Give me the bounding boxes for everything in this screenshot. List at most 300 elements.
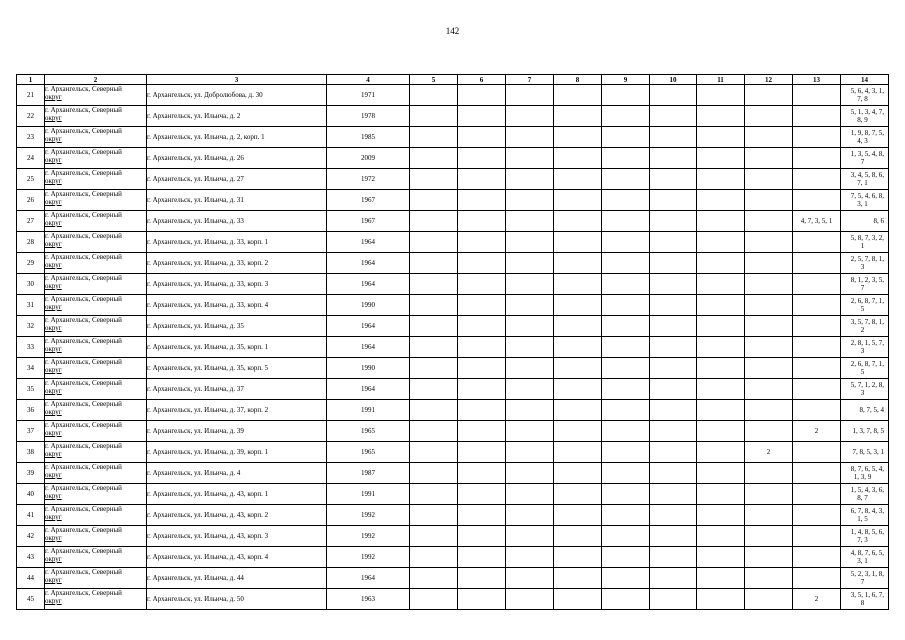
district-line-2: округ (45, 156, 62, 164)
year-cell: 1992 (327, 547, 410, 568)
empty-cell-col-7 (506, 421, 554, 442)
empty-cell-col-5 (410, 316, 458, 337)
address-cell: г. Архангельск, ул. Ильича, д. 35, корп. 5 (147, 358, 327, 379)
empty-cell-col-11 (697, 421, 745, 442)
table-row (17, 190, 889, 211)
district-line-1: г. Архангельск, Северный (45, 337, 122, 345)
empty-cell-col-6 (458, 421, 506, 442)
col-14-line: 2, 6, 8, 7, 1, (850, 360, 884, 368)
table-row (17, 547, 889, 568)
empty-cell-col-8 (554, 421, 602, 442)
year-cell: 2009 (327, 148, 410, 169)
empty-cell-col-10 (650, 106, 697, 127)
column-header-8: 8 (554, 75, 602, 85)
district-line-2: округ (45, 177, 62, 185)
address-cell: г. Архангельск, ул. Ильича, д. 4 (147, 463, 327, 484)
empty-cell-col-5 (410, 421, 458, 442)
empty-cell-col-7 (506, 463, 554, 484)
table-body (17, 85, 889, 610)
empty-cell-col-8 (554, 316, 602, 337)
district-line-2: округ (45, 408, 62, 416)
table-row (17, 526, 889, 547)
district-cell (45, 505, 147, 526)
year-cell: 1990 (327, 358, 410, 379)
empty-cell-col-10 (650, 526, 697, 547)
empty-cell-col-9 (602, 316, 650, 337)
empty-cell-col-10 (650, 85, 697, 106)
empty-cell-col-8 (554, 463, 602, 484)
district-line-2: округ (45, 387, 62, 395)
empty-cell-col-6 (458, 379, 506, 400)
empty-cell-col-10 (650, 589, 697, 610)
col-14-cell (841, 148, 889, 169)
empty-cell-col-8 (554, 526, 602, 547)
col-12-cell (745, 484, 793, 505)
district-line-2: округ (45, 555, 62, 563)
col-14-line: 7 (860, 578, 865, 586)
empty-cell-col-9 (602, 274, 650, 295)
col-13-cell (793, 358, 841, 379)
address-cell: г. Архангельск, ул. Ильича, д. 37, корп. 2 (147, 400, 327, 421)
col-12-cell (745, 568, 793, 589)
table-row (17, 484, 889, 505)
empty-cell-col-7 (506, 442, 554, 463)
col-14-line: 5, 7, 1, 2, 8, (850, 381, 884, 389)
empty-cell-col-7 (506, 547, 554, 568)
col-14-line: 3 (860, 389, 865, 397)
empty-cell-col-6 (458, 148, 506, 169)
empty-cell-col-7 (506, 232, 554, 253)
district-line-1: г. Архангельск, Северный (45, 400, 122, 408)
col-12-cell (745, 148, 793, 169)
year-cell: 1964 (327, 316, 410, 337)
col-14-line: 1, 9, 8, 7, 5, (850, 129, 884, 137)
empty-cell-col-10 (650, 253, 697, 274)
empty-cell-col-10 (650, 400, 697, 421)
empty-cell-col-8 (554, 190, 602, 211)
col-14-cell (841, 484, 889, 505)
col-12-cell (745, 85, 793, 106)
table-row (17, 400, 889, 421)
row-number: 24 (17, 148, 45, 169)
district-cell (45, 337, 147, 358)
empty-cell-col-7 (506, 253, 554, 274)
row-number: 44 (17, 568, 45, 589)
empty-cell-col-10 (650, 484, 697, 505)
empty-cell-col-5 (410, 232, 458, 253)
empty-cell-col-7 (506, 358, 554, 379)
empty-cell-col-9 (602, 85, 650, 106)
empty-cell-col-11 (697, 295, 745, 316)
col-12-cell (745, 127, 793, 148)
row-number: 33 (17, 337, 45, 358)
empty-cell-col-11 (697, 505, 745, 526)
year-cell: 1967 (327, 211, 410, 232)
district-line-1: г. Архангельск, Северный (45, 505, 122, 513)
empty-cell-col-6 (458, 253, 506, 274)
district-cell (45, 274, 147, 295)
district-cell (45, 484, 147, 505)
col-14-line: 7, 1 (857, 179, 868, 187)
col-13-cell (793, 253, 841, 274)
district-line-1: г. Архангельск, Северный (45, 85, 122, 93)
district-cell (45, 232, 147, 253)
address-cell: г. Архангельск, ул. Ильича, д. 31 (147, 190, 327, 211)
empty-cell-col-5 (410, 463, 458, 484)
empty-cell-col-9 (602, 589, 650, 610)
empty-cell-col-9 (602, 106, 650, 127)
year-cell: 1990 (327, 295, 410, 316)
empty-cell-col-5 (410, 190, 458, 211)
col-14-line: 3, 5, 1, 6, 7, (850, 591, 884, 599)
empty-cell-col-11 (697, 232, 745, 253)
empty-cell-col-10 (650, 379, 697, 400)
empty-cell-col-10 (650, 337, 697, 358)
empty-cell-col-6 (458, 589, 506, 610)
empty-cell-col-8 (554, 547, 602, 568)
empty-cell-col-9 (602, 442, 650, 463)
empty-cell-col-5 (410, 127, 458, 148)
district-line-2: округ (45, 450, 62, 458)
col-14-line: 3 (860, 263, 865, 271)
empty-cell-col-11 (697, 190, 745, 211)
empty-cell-col-11 (697, 568, 745, 589)
row-number: 36 (17, 400, 45, 421)
col-13-cell (793, 169, 841, 190)
col-13-cell (793, 274, 841, 295)
district-line-1: г. Архангельск, Северный (45, 358, 122, 366)
empty-cell-col-8 (554, 232, 602, 253)
empty-cell-col-8 (554, 337, 602, 358)
address-cell: г. Архангельск, ул. Ильича, д. 33, корп. 4 (147, 295, 327, 316)
column-header-12: 12 (745, 75, 793, 85)
column-header-11: 11 (697, 75, 745, 85)
row-number: 41 (17, 505, 45, 526)
empty-cell-col-5 (410, 106, 458, 127)
col-14-line: 8, 9 (857, 116, 868, 124)
district-line-1: г. Архангельск, Северный (45, 253, 122, 261)
col-13-cell (793, 379, 841, 400)
col-14-line: 1, 5, 4, 3, 6, (850, 486, 884, 494)
empty-cell-col-7 (506, 169, 554, 190)
empty-cell-col-9 (602, 232, 650, 253)
row-number: 40 (17, 484, 45, 505)
col-13-cell (793, 85, 841, 106)
empty-cell-col-9 (602, 463, 650, 484)
empty-cell-col-11 (697, 169, 745, 190)
district-line-2: округ (45, 513, 62, 521)
col-13-cell (793, 568, 841, 589)
column-header-5: 5 (410, 75, 458, 85)
empty-cell-col-9 (602, 505, 650, 526)
year-cell: 1991 (327, 400, 410, 421)
table-row (17, 505, 889, 526)
empty-cell-col-6 (458, 274, 506, 295)
col-12-cell (745, 274, 793, 295)
empty-cell-col-7 (506, 568, 554, 589)
empty-cell-col-9 (602, 358, 650, 379)
district-cell (45, 85, 147, 106)
year-cell: 1965 (327, 421, 410, 442)
row-number: 45 (17, 589, 45, 610)
col-12-cell (745, 232, 793, 253)
empty-cell-col-7 (506, 526, 554, 547)
col-14-cell (841, 379, 889, 400)
year-cell: 1965 (327, 442, 410, 463)
district-cell (45, 589, 147, 610)
address-cell: г. Архангельск, ул. Ильича, д. 33, корп. 3 (147, 274, 327, 295)
col-14-line: 3, 1 (857, 557, 868, 565)
row-number: 32 (17, 316, 45, 337)
empty-cell-col-11 (697, 106, 745, 127)
empty-cell-col-10 (650, 295, 697, 316)
year-cell: 1964 (327, 274, 410, 295)
col-14-line: 7, 8, 5, 3, 1 (852, 448, 884, 456)
column-header-10: 10 (650, 75, 697, 85)
empty-cell-col-9 (602, 190, 650, 211)
empty-cell-col-10 (650, 568, 697, 589)
district-line-1: г. Архангельск, Северный (45, 148, 122, 156)
empty-cell-col-8 (554, 211, 602, 232)
col-14-line: 1, 3, 7, 8, 5 (852, 427, 884, 435)
district-cell (45, 127, 147, 148)
empty-cell-col-11 (697, 547, 745, 568)
district-line-2: округ (45, 576, 62, 584)
empty-cell-col-6 (458, 169, 506, 190)
empty-cell-col-9 (602, 148, 650, 169)
empty-cell-col-7 (506, 190, 554, 211)
year-cell: 1964 (327, 253, 410, 274)
empty-cell-col-10 (650, 211, 697, 232)
col-14-cell (841, 127, 889, 148)
empty-cell-col-10 (650, 274, 697, 295)
district-line-1: г. Архангельск, Северный (45, 127, 122, 135)
empty-cell-col-9 (602, 211, 650, 232)
col-12-cell (745, 169, 793, 190)
district-cell (45, 379, 147, 400)
col-12-cell (745, 211, 793, 232)
table-row (17, 169, 889, 190)
col-14-cell (841, 526, 889, 547)
col-14-line: 2 (860, 326, 865, 334)
empty-cell-col-11 (697, 337, 745, 358)
empty-cell-col-11 (697, 463, 745, 484)
empty-cell-col-5 (410, 253, 458, 274)
row-number: 22 (17, 106, 45, 127)
table-row (17, 85, 889, 106)
col-12-cell (745, 547, 793, 568)
district-cell (45, 547, 147, 568)
column-header-6: 6 (458, 75, 506, 85)
empty-cell-col-7 (506, 337, 554, 358)
empty-cell-col-6 (458, 85, 506, 106)
registry-table (16, 74, 889, 610)
table-row (17, 106, 889, 127)
column-header-1: 1 (17, 75, 45, 85)
empty-cell-col-7 (506, 400, 554, 421)
empty-cell-col-6 (458, 295, 506, 316)
empty-cell-col-11 (697, 358, 745, 379)
year-cell: 1967 (327, 190, 410, 211)
col-13-cell (793, 295, 841, 316)
column-header-7: 7 (506, 75, 554, 85)
district-line-2: округ (45, 114, 62, 122)
column-header-13: 13 (793, 75, 841, 85)
empty-cell-col-5 (410, 148, 458, 169)
table-row (17, 463, 889, 484)
empty-cell-col-9 (602, 400, 650, 421)
empty-cell-col-8 (554, 568, 602, 589)
empty-cell-col-9 (602, 484, 650, 505)
col-14-cell (841, 358, 889, 379)
col-14-line: 3 (860, 347, 865, 355)
empty-cell-col-5 (410, 358, 458, 379)
col-13-cell: 4, 7, 3, 5, 1 (793, 211, 841, 232)
col-14-line: 2, 6, 8, 7, 1, (850, 297, 884, 305)
col-12-cell (745, 316, 793, 337)
address-cell: г. Архангельск, ул. Ильича, д. 33, корп. 1 (147, 232, 327, 253)
row-number: 42 (17, 526, 45, 547)
empty-cell-col-5 (410, 589, 458, 610)
col-13-cell (793, 148, 841, 169)
col-14-line: 5, 8, 7, 3, 2, (850, 234, 884, 242)
empty-cell-col-7 (506, 589, 554, 610)
empty-cell-col-8 (554, 589, 602, 610)
empty-cell-col-11 (697, 211, 745, 232)
district-cell (45, 421, 147, 442)
col-14-line: 1 (860, 242, 865, 250)
empty-cell-col-11 (697, 400, 745, 421)
district-line-1: г. Архангельск, Северный (45, 274, 122, 282)
row-number: 39 (17, 463, 45, 484)
row-number: 29 (17, 253, 45, 274)
empty-cell-col-5 (410, 379, 458, 400)
empty-cell-col-5 (410, 442, 458, 463)
empty-cell-col-7 (506, 484, 554, 505)
district-line-2: округ (45, 135, 62, 143)
col-14-line: 7, 5, 4, 6, 8, (850, 192, 884, 200)
year-cell: 1964 (327, 337, 410, 358)
year-cell: 1964 (327, 232, 410, 253)
col-12-cell (745, 526, 793, 547)
address-cell: г. Архангельск, ул. Ильича, д. 2 (147, 106, 327, 127)
col-14-line: 7, 8 (857, 95, 868, 103)
district-cell (45, 463, 147, 484)
empty-cell-col-6 (458, 442, 506, 463)
district-line-2: округ (45, 345, 62, 353)
empty-cell-col-10 (650, 316, 697, 337)
empty-cell-col-8 (554, 379, 602, 400)
row-number: 30 (17, 274, 45, 295)
empty-cell-col-10 (650, 169, 697, 190)
col-14-cell (841, 190, 889, 211)
address-cell: г. Архангельск, ул. Ильича, д. 26 (147, 148, 327, 169)
district-line-2: округ (45, 282, 62, 290)
district-line-2: округ (45, 93, 62, 101)
empty-cell-col-5 (410, 526, 458, 547)
district-line-2: округ (45, 324, 62, 332)
empty-cell-col-6 (458, 463, 506, 484)
col-12-cell (745, 253, 793, 274)
col-14-cell (841, 442, 889, 463)
empty-cell-col-7 (506, 379, 554, 400)
year-cell: 1985 (327, 127, 410, 148)
district-line-1: г. Архангельск, Северный (45, 211, 122, 219)
empty-cell-col-8 (554, 505, 602, 526)
col-14-line: 5 (860, 368, 865, 376)
header-row (17, 75, 889, 85)
col-14-cell (841, 421, 889, 442)
empty-cell-col-10 (650, 148, 697, 169)
empty-cell-col-6 (458, 337, 506, 358)
col-14-line: 3, 5, 7, 8, 1, (850, 318, 884, 326)
empty-cell-col-8 (554, 169, 602, 190)
row-number: 23 (17, 127, 45, 148)
col-14-line: 4, 8, 7, 6, 5, (850, 549, 884, 557)
district-cell (45, 295, 147, 316)
empty-cell-col-8 (554, 358, 602, 379)
empty-cell-col-5 (410, 505, 458, 526)
col-12-cell (745, 358, 793, 379)
empty-cell-col-10 (650, 127, 697, 148)
empty-cell-col-11 (697, 274, 745, 295)
empty-cell-col-6 (458, 568, 506, 589)
empty-cell-col-5 (410, 400, 458, 421)
col-14-line: 3, 4, 5, 8, 6, (850, 171, 884, 179)
col-14-line: 2, 8, 1, 5, 7, (850, 339, 884, 347)
col-12-cell (745, 190, 793, 211)
empty-cell-col-11 (697, 127, 745, 148)
district-cell (45, 106, 147, 127)
empty-cell-col-11 (697, 379, 745, 400)
empty-cell-col-10 (650, 421, 697, 442)
empty-cell-col-8 (554, 442, 602, 463)
col-13-cell (793, 106, 841, 127)
empty-cell-col-6 (458, 505, 506, 526)
empty-cell-col-9 (602, 127, 650, 148)
address-cell: г. Архангельск, ул. Ильича, д. 39, корп. 1 (147, 442, 327, 463)
column-header-2: 2 (45, 75, 147, 85)
district-line-1: г. Архангельск, Северный (45, 316, 122, 324)
empty-cell-col-11 (697, 589, 745, 610)
year-cell: 1963 (327, 589, 410, 610)
empty-cell-col-9 (602, 421, 650, 442)
empty-cell-col-7 (506, 316, 554, 337)
district-line-2: округ (45, 597, 62, 605)
empty-cell-col-7 (506, 127, 554, 148)
district-cell (45, 526, 147, 547)
district-line-1: г. Архангельск, Северный (45, 484, 122, 492)
col-13-cell (793, 337, 841, 358)
year-cell: 1991 (327, 484, 410, 505)
address-cell: г. Архангельск, ул. Ильича, д. 43, корп. 1 (147, 484, 327, 505)
address-cell: г. Архангельск, ул. Ильича, д. 44 (147, 568, 327, 589)
empty-cell-col-7 (506, 148, 554, 169)
empty-cell-col-5 (410, 295, 458, 316)
row-number: 38 (17, 442, 45, 463)
col-13-cell: 2 (793, 589, 841, 610)
table-row (17, 421, 889, 442)
address-cell: г. Архангельск, ул. Ильича, д. 43, корп. 2 (147, 505, 327, 526)
address-cell: г. Архангельск, ул. Добролюбова, д. 30 (147, 85, 327, 106)
empty-cell-col-11 (697, 526, 745, 547)
col-14-cell (841, 253, 889, 274)
col-14-line: 7 (860, 158, 865, 166)
col-14-line: 5, 2, 3, 1, 8, (850, 570, 884, 578)
empty-cell-col-5 (410, 547, 458, 568)
year-cell: 1992 (327, 526, 410, 547)
row-number: 26 (17, 190, 45, 211)
